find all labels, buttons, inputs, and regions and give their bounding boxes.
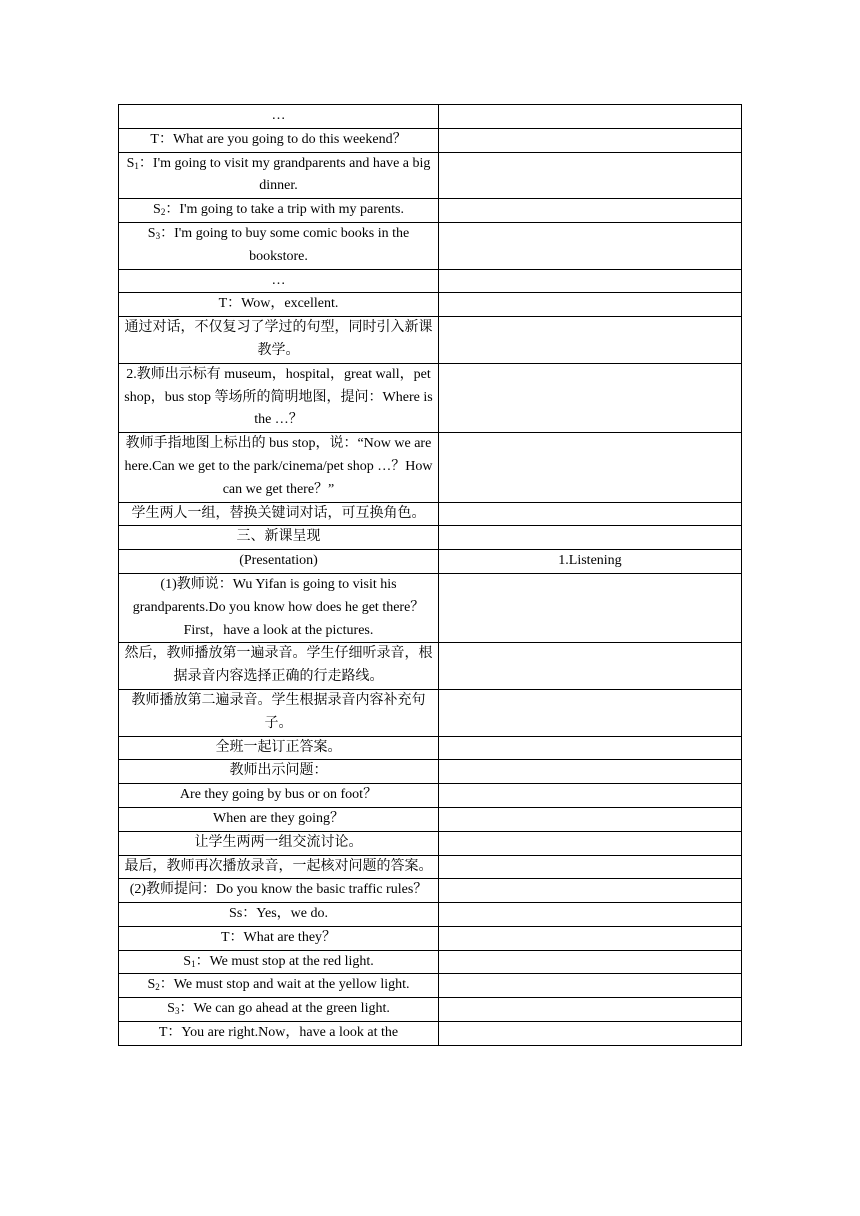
table-row: [119, 974, 742, 998]
table-cell: $S_3$：I'm going to buy some comic books in the bookstore.: [119, 222, 439, 269]
table-cell: [439, 903, 742, 927]
table-row: [119, 222, 742, 269]
table-cell: [439, 128, 742, 152]
table-cell: …: [119, 105, 439, 129]
table-cell: 全班一起订正答案。: [119, 736, 439, 760]
table-cell: [439, 784, 742, 808]
table-cell: (Presentation): [119, 550, 439, 574]
subscript: 3: [174, 1006, 180, 1017]
table-cell: [439, 105, 742, 129]
table-cell: 最后，教师再次播放录音，一起核对问题的答案。: [119, 855, 439, 879]
table-cell: [439, 879, 742, 903]
table-cell: 教师播放第二遍录音。学生根据录音内容补充句子。: [119, 689, 439, 736]
subscript: 2: [155, 982, 160, 993]
table-row: [119, 526, 742, 550]
table-cell: [439, 926, 742, 950]
table-row: [119, 1022, 742, 1046]
table-row: [119, 926, 742, 950]
table-cell: [439, 363, 742, 432]
table-cell: [439, 760, 742, 784]
subscript: 2: [160, 207, 166, 218]
table-cell: $S_1$：We must stop at the red light.: [119, 950, 439, 974]
table-row: [119, 128, 742, 152]
subscript: 3: [155, 230, 161, 241]
table-row: [119, 903, 742, 927]
table-cell: [439, 526, 742, 550]
table-row: [119, 199, 742, 223]
table-cell: 2.教师出示标有 museum，hospital，great wall，pet shop，bus stop 等场所的简明地图，提问：Where is the …？: [119, 363, 439, 432]
table-row: [119, 363, 742, 432]
table-cell: [439, 573, 742, 642]
table-cell: 学生两人一组，替换关键词对话，可互换角色。: [119, 502, 439, 526]
table-cell: …: [119, 269, 439, 293]
table-row: [119, 550, 742, 574]
table-cell: T：What are they？: [119, 926, 439, 950]
table-cell: [439, 502, 742, 526]
table-cell: [439, 317, 742, 364]
table-cell: T：Wow，excellent.: [119, 293, 439, 317]
table-row: [119, 807, 742, 831]
table-cell: 1.Listening: [439, 550, 742, 574]
table-row: [119, 105, 742, 129]
table-row: [119, 293, 742, 317]
table-cell: Are they going by bus or on foot？: [119, 784, 439, 808]
table-row: [119, 152, 742, 199]
table-row: [119, 433, 742, 502]
table-row: [119, 573, 742, 642]
table-cell: [439, 831, 742, 855]
table-cell: When are they going？: [119, 807, 439, 831]
table-row: [119, 643, 742, 690]
table-row: [119, 784, 742, 808]
table-row: [119, 689, 742, 736]
subscript: 1: [191, 958, 196, 969]
table-cell: $S_2$：I'm going to take a trip with my parents.: [119, 199, 439, 223]
table-cell: [439, 152, 742, 199]
table-cell: T：What are you going to do this weekend？: [119, 128, 439, 152]
table-cell: [439, 269, 742, 293]
table-row: [119, 998, 742, 1022]
table-row: [119, 736, 742, 760]
table-cell: 然后，教师播放第一遍录音。学生仔细听录音，根据录音内容选择正确的行走路线。: [119, 643, 439, 690]
table-row: [119, 831, 742, 855]
table-cell: Ss：Yes，we do.: [119, 903, 439, 927]
table-cell: [439, 199, 742, 223]
table-row: [119, 317, 742, 364]
table-cell: [439, 736, 742, 760]
table-cell: [439, 807, 742, 831]
table-row: [119, 502, 742, 526]
table-cell: 教师出示问题：: [119, 760, 439, 784]
table-cell: [439, 950, 742, 974]
table-row: [119, 879, 742, 903]
table-row: [119, 760, 742, 784]
section-heading-cell: 三、新课呈现: [119, 526, 439, 550]
table-cell: [439, 1022, 742, 1046]
table-cell: $S_1$：I'm going to visit my grandparents and have a big dinner.: [119, 152, 439, 199]
table-row: [119, 855, 742, 879]
table-cell: [439, 433, 742, 502]
table-cell: 教师手指地图上标出的 bus stop，说：“Now we are here.Can we get to the park/cinema/pet shop …？How can we get there？”: [119, 433, 439, 502]
table-cell: (2)教师提问：Do you know the basic traffic rules？: [119, 879, 439, 903]
table-cell: [439, 855, 742, 879]
subscript: 1: [134, 160, 139, 171]
table-cell: [439, 293, 742, 317]
table-cell: (1)教师说：Wu Yifan is going to visit his grandparents.Do you know how does he get there？First，have a look at the pictures.: [119, 573, 439, 642]
table-cell: $S_2$：We must stop and wait at the yellow light.: [119, 974, 439, 998]
table-cell: 通过对话，不仅复习了学过的句型，同时引入新课教学。: [119, 317, 439, 364]
table-cell: [439, 643, 742, 690]
table-cell: [439, 998, 742, 1022]
table-cell: $S_3$：We can go ahead at the green light.: [119, 998, 439, 1022]
table-row: [119, 950, 742, 974]
table-cell: [439, 974, 742, 998]
lesson-plan-table: [118, 104, 742, 1046]
table-cell: T：You are right.Now，have a look at the: [119, 1022, 439, 1046]
table-cell: [439, 689, 742, 736]
table-row: [119, 269, 742, 293]
table-cell: [439, 222, 742, 269]
table-cell: 让学生两两一组交流讨论。: [119, 831, 439, 855]
